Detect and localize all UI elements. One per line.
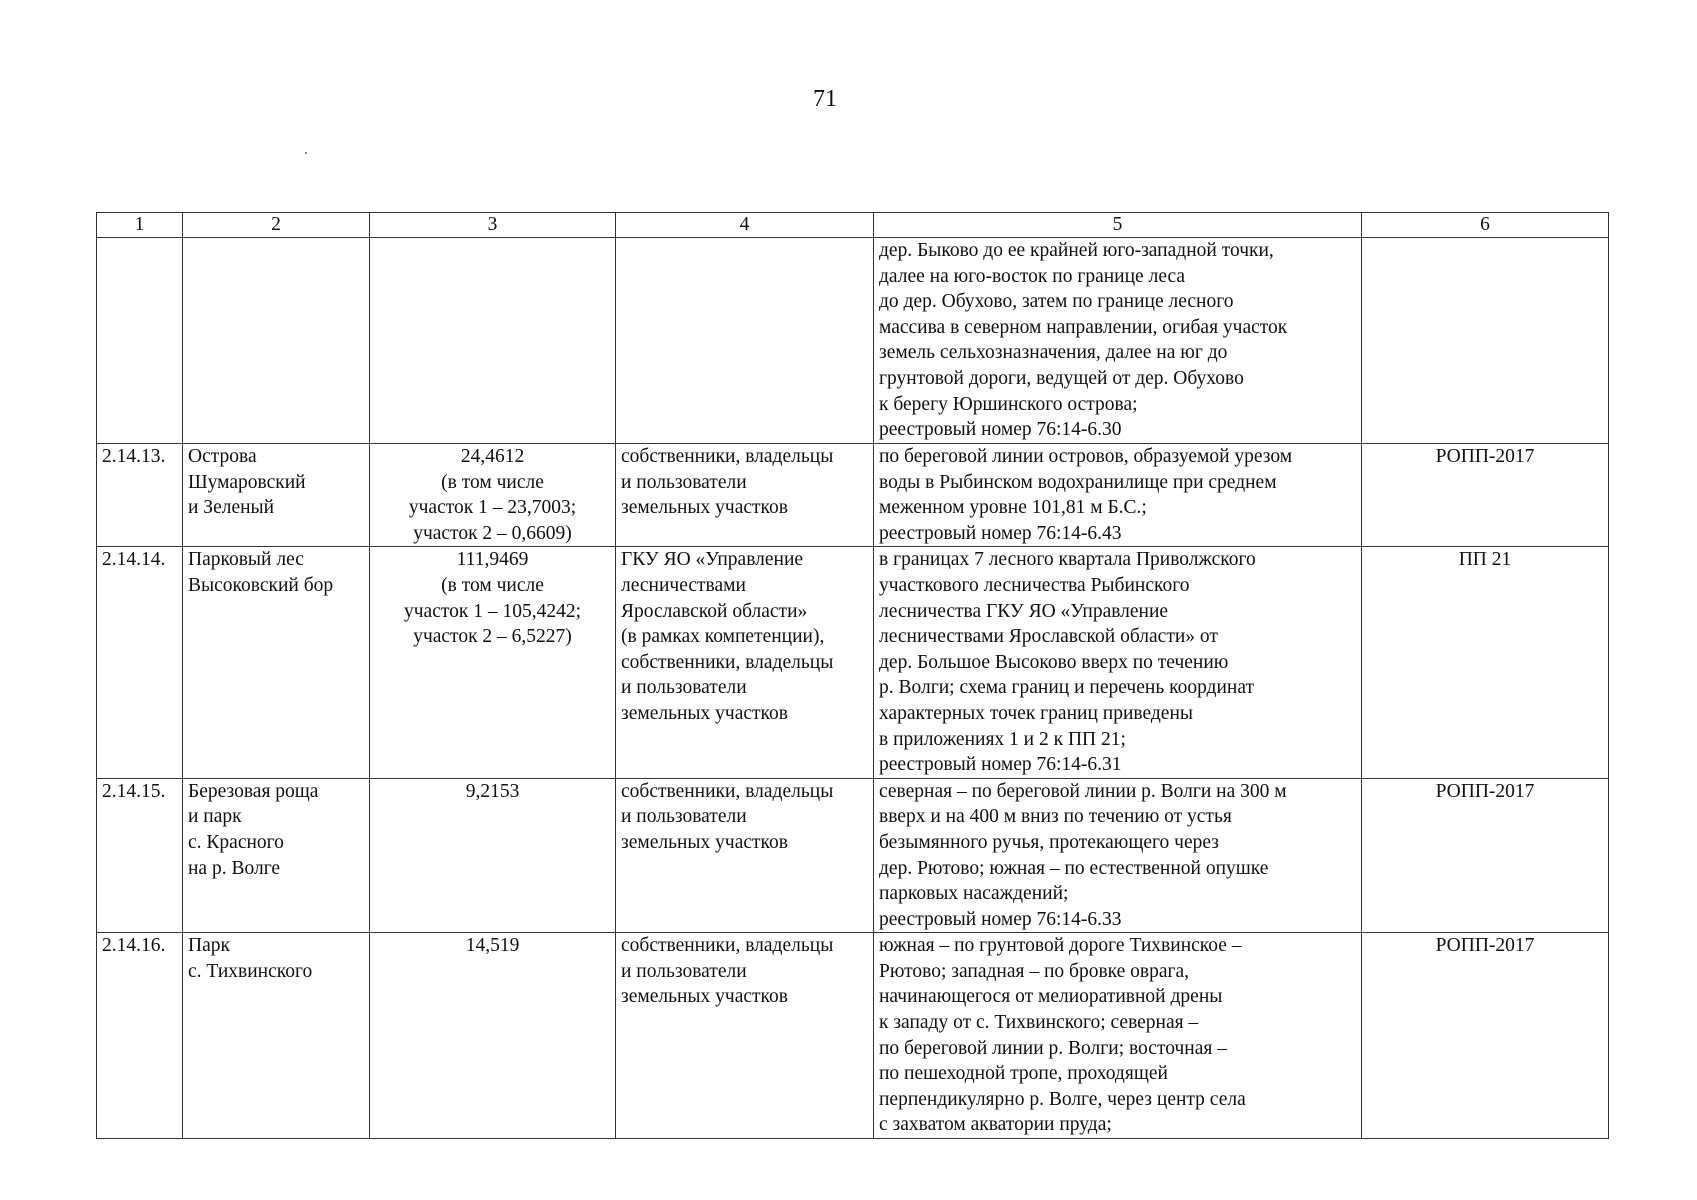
table-row	[97, 547, 1609, 778]
row-number	[97, 238, 183, 444]
column-header-3: 3	[370, 213, 616, 238]
source-document: РОПП-2017	[1362, 778, 1609, 933]
row-number: 2.14.13.	[97, 444, 183, 547]
source-document	[1362, 238, 1609, 444]
page-number: 71	[813, 86, 837, 112]
area-name: Березовая роща и парк с. Красного на р. Волге	[183, 778, 370, 933]
source-document: РОПП-2017	[1362, 444, 1609, 547]
row-number: 2.14.16.	[97, 933, 183, 1139]
area-size	[370, 238, 616, 444]
boundary-description: северная – по береговой линии р. Волги на 300 м вверх и на 400 м вниз по течению от устья безымянного ручья, протекающего через дер. Рютово; южная – по естественной опушке парковых насаждений; реестровый номер 76:14-6.33	[874, 778, 1362, 933]
source-document: РОПП-2017	[1362, 933, 1609, 1139]
protected-areas-table	[96, 212, 1609, 1139]
column-header-4: 4	[616, 213, 874, 238]
owner-info: собственники, владельцы и пользователи земельных участков	[616, 444, 874, 547]
boundary-description: по береговой линии островов, образуемой урезом воды в Рыбинском водохранилище при среднем меженном уровне 101,81 м Б.С.; реестровый номер 76:14-6.43	[874, 444, 1362, 547]
source-document: ПП 21	[1362, 547, 1609, 778]
area-name	[183, 238, 370, 444]
owner-info: собственники, владельцы и пользователи земельных участков	[616, 778, 874, 933]
area-size: 24,4612 (в том числе участок 1 – 23,7003; участок 2 – 0,6609)	[370, 444, 616, 547]
table-row	[97, 238, 1609, 444]
column-header-2: 2	[183, 213, 370, 238]
owner-info: собственники, владельцы и пользователи земельных участков	[616, 933, 874, 1139]
owner-info: ГКУ ЯО «Управление лесничествами Ярославской области» (в рамках компетенции), собственники, владельцы и пользователи земельных участков	[616, 547, 874, 778]
row-number: 2.14.14.	[97, 547, 183, 778]
area-size: 9,2153	[370, 778, 616, 933]
boundary-description: южная – по грунтовой дороге Тихвинское – Рютово; западная – по бровке оврага, начинающегося от мелиоративной дрены к западу от с. Тихвинского; северная – по береговой линии р. Волги; восточная – по пешеходной тропе, проходящей перпендикулярно р. Волге, через центр села с захватом акватории пруда;	[874, 933, 1362, 1139]
scan-artifact	[305, 152, 307, 154]
owner-info	[616, 238, 874, 444]
boundary-description: дер. Быково до ее крайней юго-западной точки, далее на юго-восток по границе леса до дер. Обухово, затем по границе лесного массива в северном направлении, огибая участок земель сельхозназначения, далее на юг до грунтовой дороги, ведущей от дер. Обухово к берегу Юршинского острова; реестровый номер 76:14-6.30	[874, 238, 1362, 444]
area-size: 14,519	[370, 933, 616, 1139]
column-header-5: 5	[874, 213, 1362, 238]
table-header-row	[97, 213, 1609, 238]
table-row	[97, 778, 1609, 933]
area-size: 111,9469 (в том числе участок 1 – 105,4242; участок 2 – 6,5227)	[370, 547, 616, 778]
table-row	[97, 933, 1609, 1139]
area-name: Острова Шумаровский и Зеленый	[183, 444, 370, 547]
boundary-description: в границах 7 лесного квартала Приволжского участкового лесничества Рыбинского лесничества ГКУ ЯО «Управление лесничествами Ярославской области» от дер. Большое Высоково вверх по течению р. Волги; схема границ и перечень координат характерных точек границ приведены в приложениях 1 и 2 к ПП 21; реестровый номер 76:14-6.31	[874, 547, 1362, 778]
row-number: 2.14.15.	[97, 778, 183, 933]
table-row	[97, 444, 1609, 547]
area-name: Парковый лес Высоковский бор	[183, 547, 370, 778]
area-name: Парк с. Тихвинского	[183, 933, 370, 1139]
column-header-1: 1	[97, 213, 183, 238]
column-header-6: 6	[1362, 213, 1609, 238]
